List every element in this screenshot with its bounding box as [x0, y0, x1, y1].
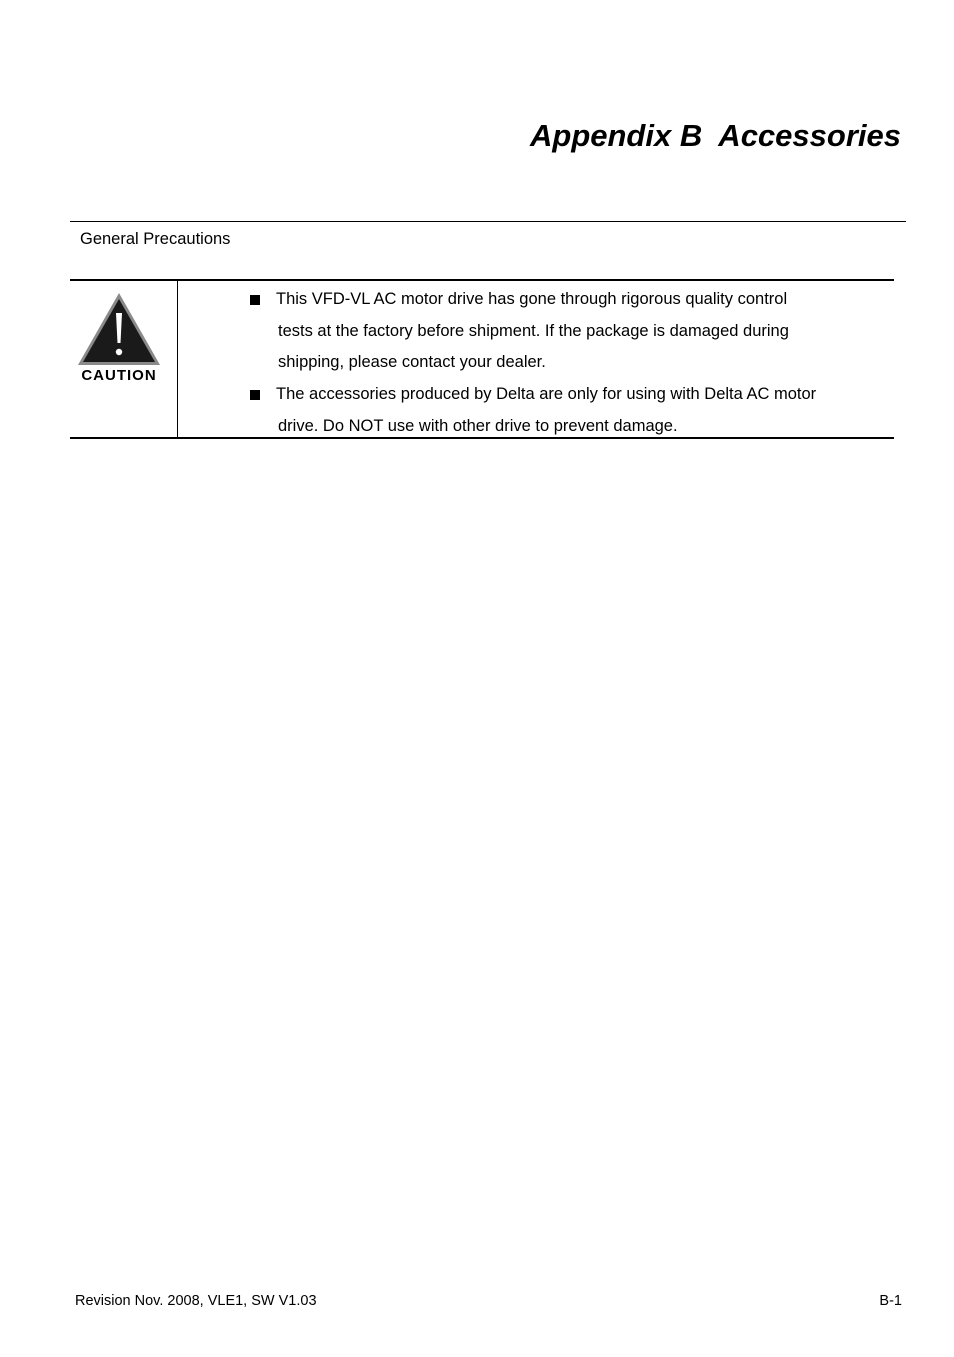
list-item-line: shipping, please contact your dealer.: [278, 353, 546, 371]
list-item-line: tests at the factory before shipment. If the package is damaged during: [278, 321, 789, 340]
square-bullet-icon: [250, 390, 260, 400]
list-item: [250, 379, 890, 442]
caution-triangle-icon: [76, 291, 162, 381]
list-item-line: The accessories produced by Delta are only for using with Delta AC motor: [276, 385, 817, 403]
page-title: Appendix B Accessories: [530, 118, 901, 153]
square-bullet-icon: [250, 295, 260, 305]
caution-label: CAUTION: [81, 367, 157, 381]
footer-page-number: B-1: [879, 1293, 902, 1309]
list-item-line: drive. Do NOT use with other drive to prevent damage.: [278, 416, 678, 435]
list-item-line: This VFD-VL AC motor drive has gone through rigorous quality control: [276, 290, 788, 308]
footer-revision: Revision Nov. 2008, VLE1, SW V1.03: [75, 1293, 317, 1309]
section-heading: General Precautions: [80, 230, 231, 248]
precautions-text-cell: [178, 281, 894, 437]
caution-table: [70, 279, 894, 439]
caution-cell: [70, 281, 178, 437]
header-divider: [70, 221, 906, 222]
list-item: [250, 284, 890, 379]
